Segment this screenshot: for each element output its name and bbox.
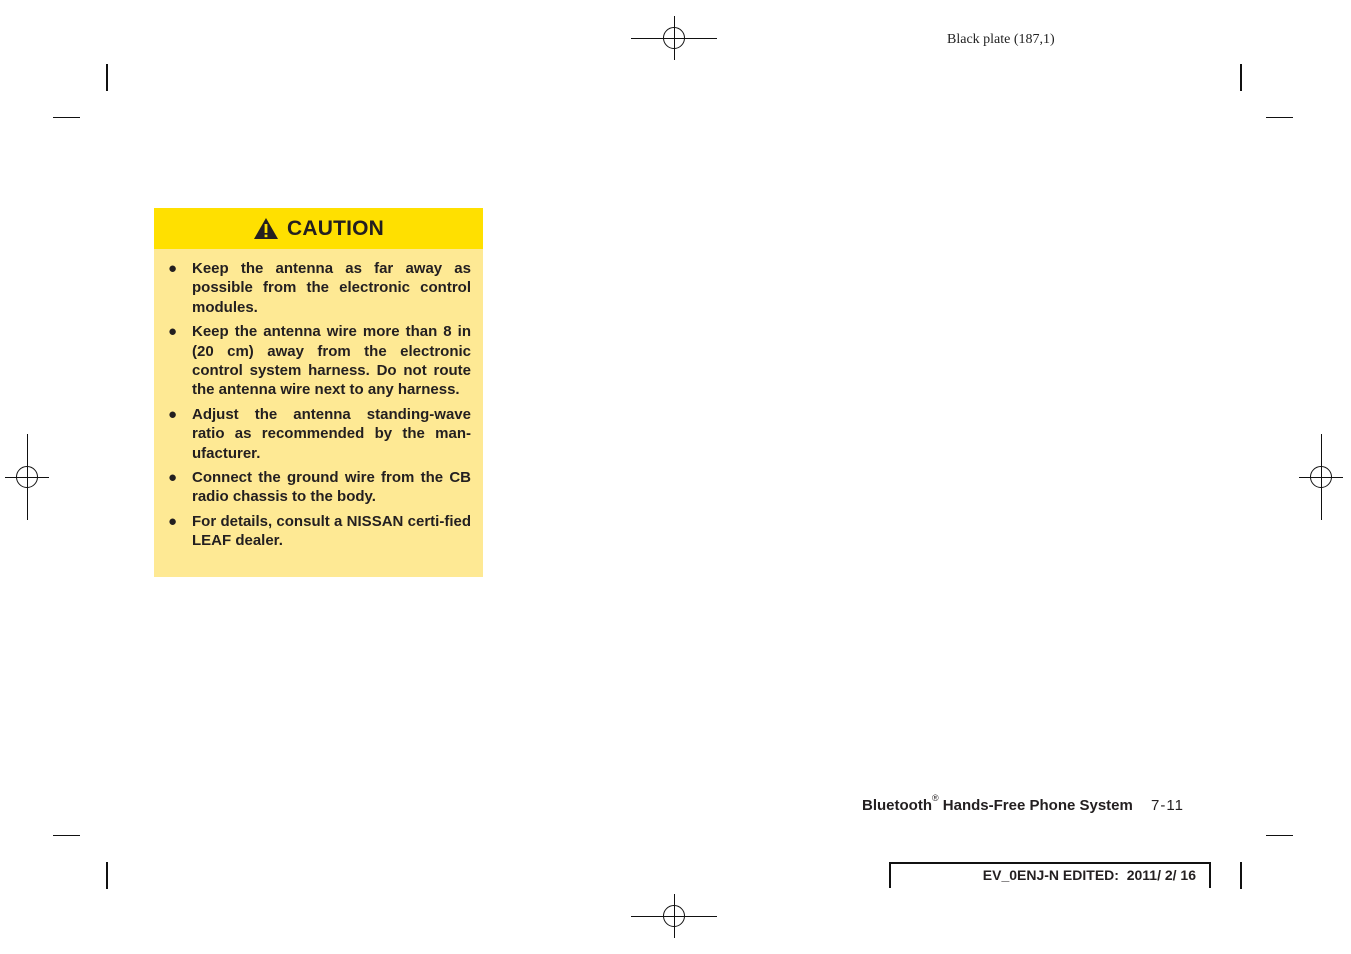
bullet: ● (168, 512, 178, 530)
caution-item (166, 259, 471, 317)
crop-mark (106, 862, 108, 889)
registration-circle (663, 27, 685, 49)
registration-circle (663, 905, 685, 927)
caution-item (166, 468, 471, 507)
crop-mark (1266, 835, 1293, 836)
crop-mark (1266, 117, 1293, 118)
caution-item (166, 322, 471, 400)
caution-header (154, 208, 483, 249)
footer-section-title: Hands-Free Phone System (942, 797, 1133, 814)
bullet: ● (168, 469, 178, 487)
bullet: ● (168, 323, 178, 341)
caution-title: CAUTION (286, 216, 385, 240)
warning-triangle-icon (253, 217, 279, 240)
caution-item-text: For details, consult a NISSAN certi-fied LEAF dealer. (192, 512, 471, 550)
crop-mark (106, 64, 108, 91)
footer-brand: Bluetooth (862, 797, 932, 814)
caution-box (154, 208, 483, 577)
caution-item-text: Keep the antenna wire more than 8 in (20 cm) away from the electronic control system harness. Do not route the antenna wire next to any harness. (192, 323, 471, 399)
registered-mark: ® (931, 793, 939, 803)
bullet: ● (168, 260, 178, 277)
crop-mark (1240, 862, 1242, 889)
caution-item (166, 405, 471, 463)
edit-stamp: EV_0ENJ-N EDITED: 2011/ 2/ 16 (982, 867, 1196, 883)
bullet: ● (168, 405, 178, 423)
caution-item (166, 512, 471, 551)
crop-mark (53, 835, 80, 836)
caution-item-text: Connect the ground wire from the CB radio chassis to the body. (192, 469, 471, 506)
crop-mark (53, 117, 80, 118)
edit-stamp-box (889, 862, 1211, 888)
registration-circle (16, 466, 38, 488)
caution-item-text: Keep the antenna as far away as possible from the electronic control modules. (192, 260, 471, 316)
crop-mark (1240, 64, 1242, 91)
page-number: 7-11 (1151, 797, 1184, 814)
running-footer (862, 793, 1184, 814)
caution-item-text: Adjust the antenna standing-wave ratio as recommended by the man-ufacturer. (192, 405, 471, 462)
plate-label: Black plate (187,1) (947, 32, 1055, 47)
caution-list (154, 249, 483, 551)
registration-circle (1310, 466, 1332, 488)
